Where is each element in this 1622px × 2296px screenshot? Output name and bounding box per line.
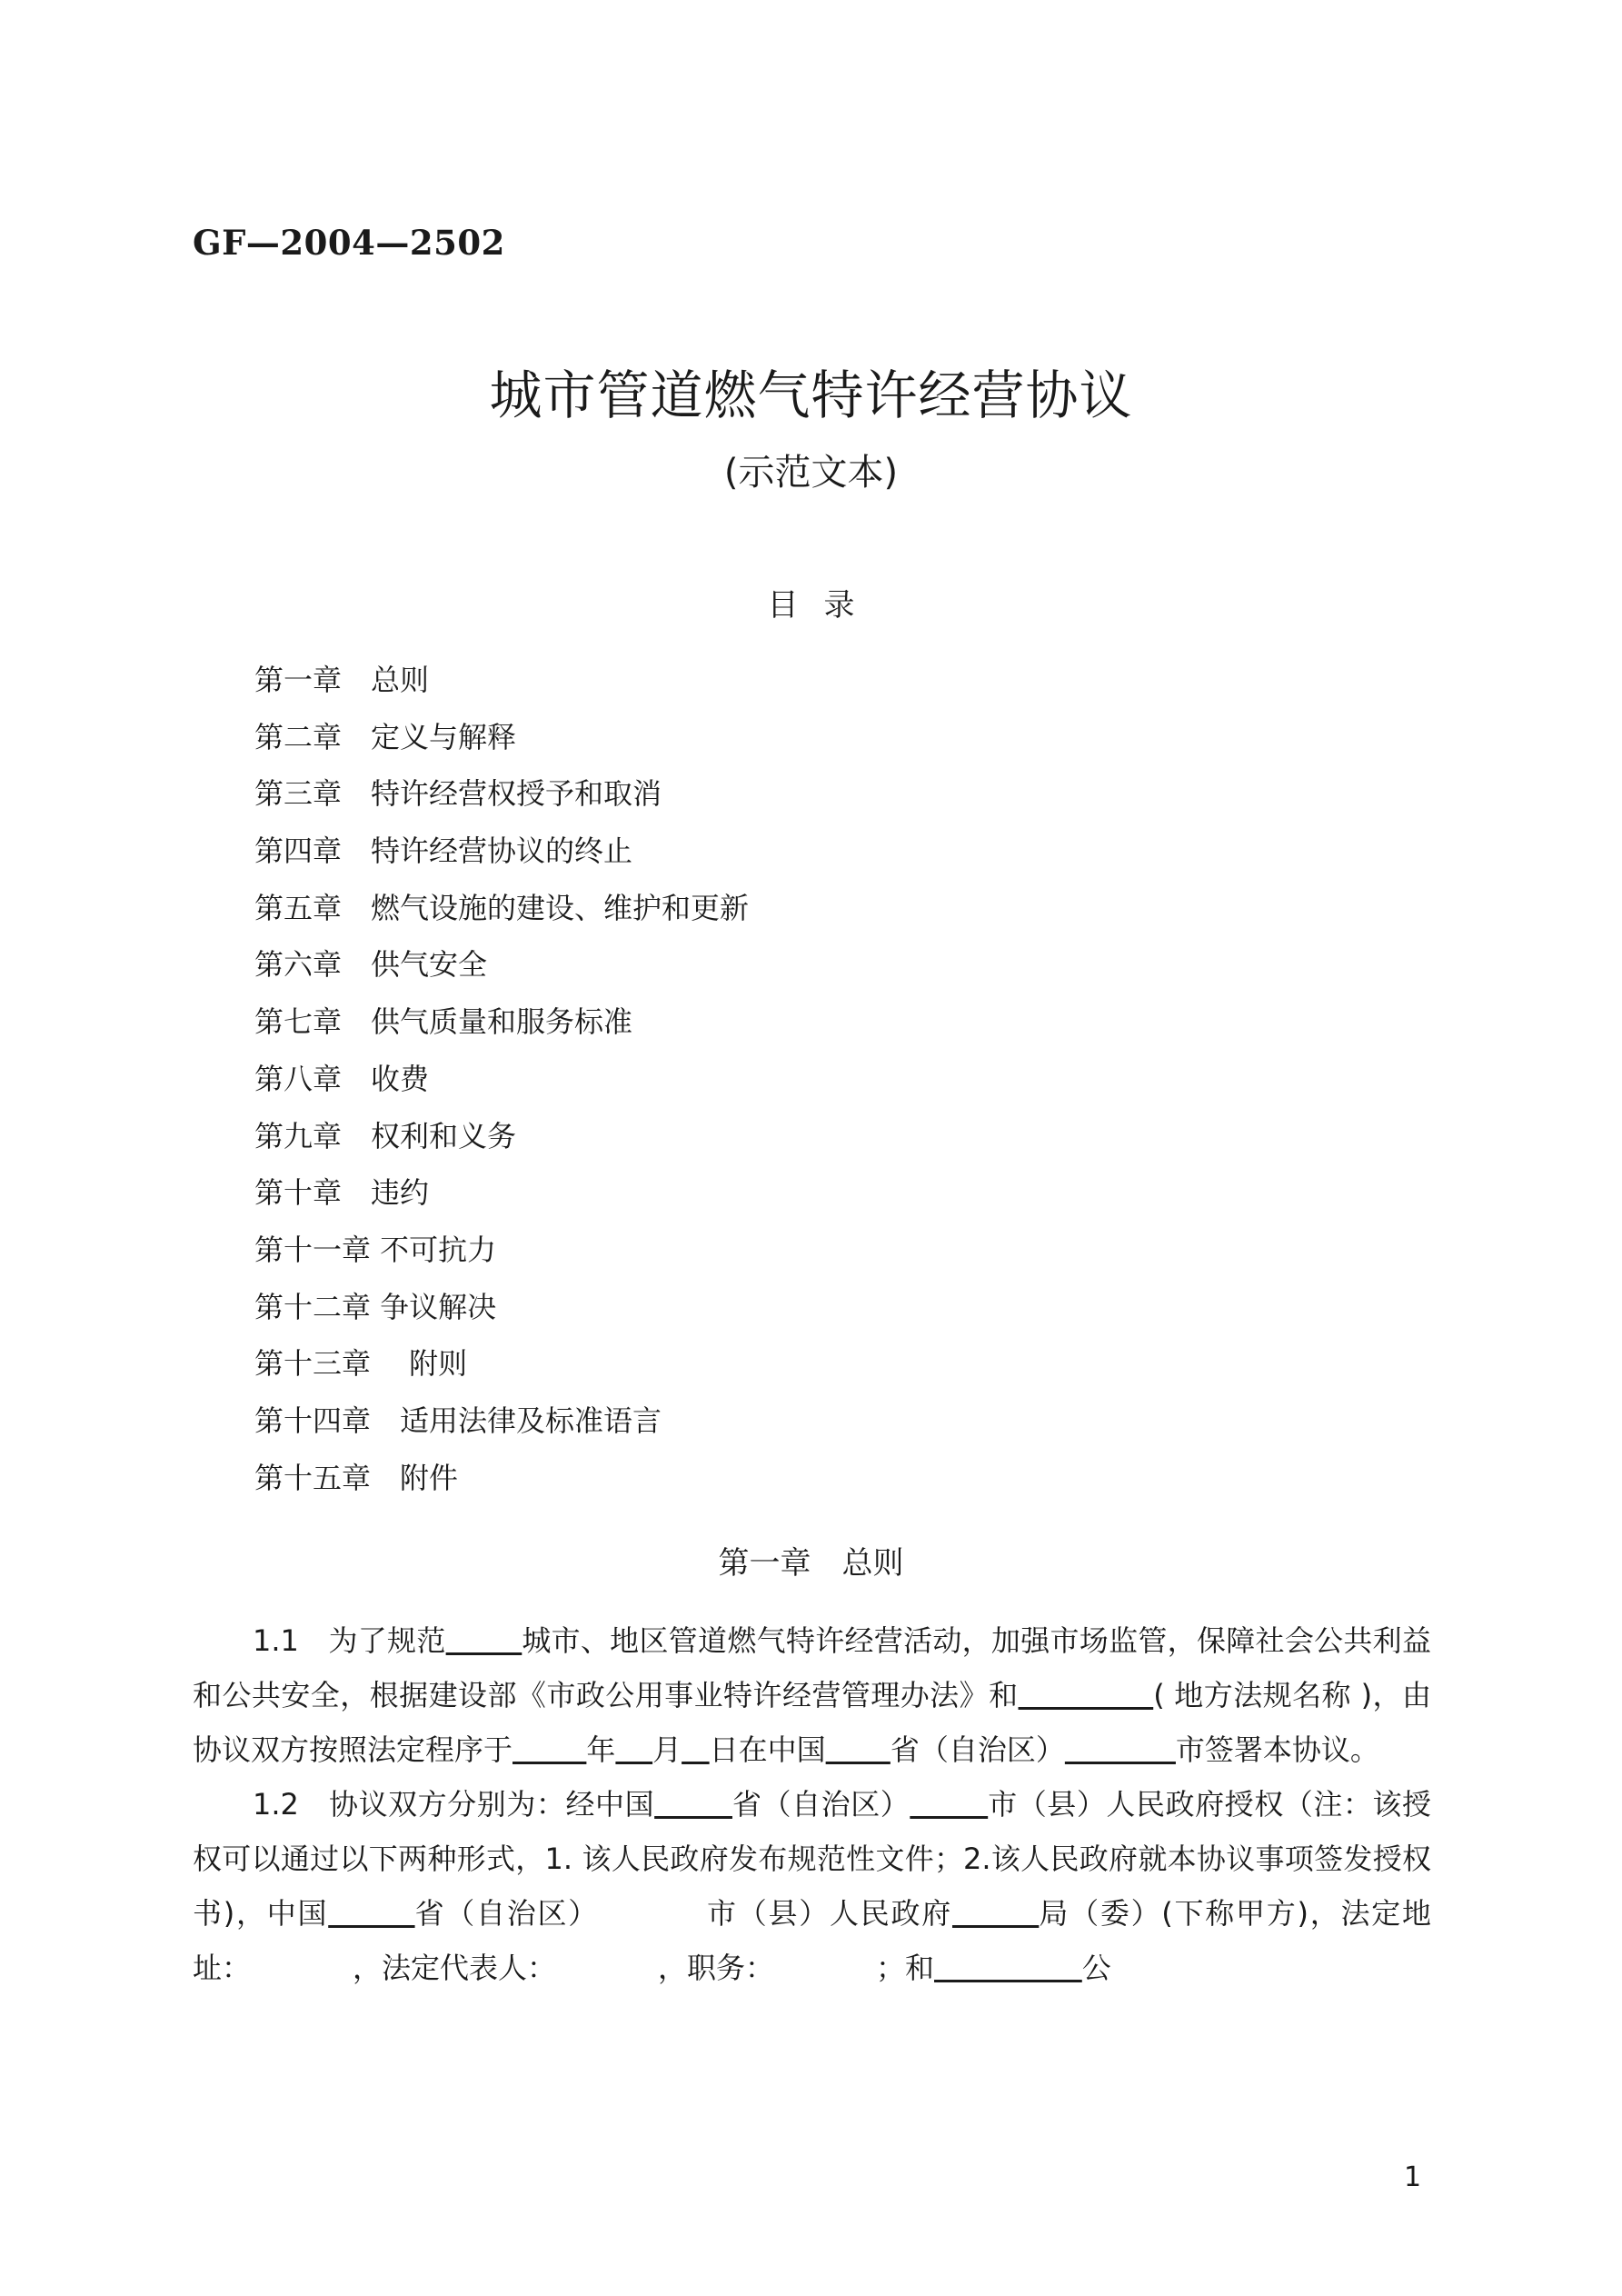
toc-item: 第二章 定义与解释 xyxy=(254,719,517,754)
blank-field xyxy=(682,1732,710,1767)
blank-field xyxy=(1019,1678,1154,1712)
document-code: GF—2004—2502 xyxy=(193,223,505,263)
clause-text: 1.2 协议双方分别为：经中国 xyxy=(253,1787,655,1822)
clause-text: 市（县）人民政府授权（注：该授权可以通过以下两种形式，1. 该人民政府发布规范性文件；2.该人民政府就本协议事项签发授权书)，中国 xyxy=(193,1787,1431,1931)
toc-item: 第十章 违约 xyxy=(254,1175,430,1211)
clause-text: 日在中国 xyxy=(709,1732,826,1767)
document-subtitle: (示范文本) xyxy=(723,452,899,494)
clause-text: 市签署本协议。 xyxy=(1175,1732,1379,1767)
toc-item: 第十二章 争议解决 xyxy=(254,1289,497,1324)
toc-item: 第十三章 附则 xyxy=(254,1346,468,1382)
blank-field xyxy=(910,1787,988,1822)
blank-field xyxy=(1065,1732,1176,1767)
toc-item: 第十五章 附件 xyxy=(254,1460,459,1495)
clause-text: ( 地方法规名称 )，由协议双方按照法定程序于 xyxy=(193,1678,1431,1767)
blank-field xyxy=(654,1787,732,1822)
clause-1-1 xyxy=(193,1613,1431,1777)
table-of-contents xyxy=(254,662,749,1516)
toc-item: 第一章 总则 xyxy=(254,663,430,697)
clause-text: 局（委）(下称甲方)，法定地址： ，法定代表人： ，职务： ；和 xyxy=(193,1896,1431,1985)
toc-item: 第五章 燃气设施的建设、维护和更新 xyxy=(254,890,750,925)
toc-item: 第十四章 适用法律及标准语言 xyxy=(254,1403,662,1438)
toc-heading: 目录 xyxy=(767,587,881,624)
clause-text: 城市、地区管道燃气特许经营活动，加强市场监管，保障社会公共利益和公共安全，根据建设部《市政公用事业特许经营管理办法》和 xyxy=(193,1623,1431,1712)
blank-field xyxy=(615,1732,652,1767)
chapter-heading: 第一章 总则 xyxy=(718,1545,904,1582)
document-title: 城市管道燃气特许经营协议 xyxy=(489,364,1133,426)
clause-text: 公 xyxy=(1081,1951,1111,1985)
toc-item: 第九章 权利和义务 xyxy=(254,1118,517,1153)
blank-field xyxy=(512,1732,586,1767)
clause-text: 年 xyxy=(586,1732,616,1767)
blank-field xyxy=(952,1896,1039,1931)
clause-text: 月 xyxy=(652,1732,682,1767)
clause-text: 省（自治区） 市（县）人民政府 xyxy=(414,1896,952,1931)
toc-item: 第三章 特许经营权授予和取消 xyxy=(254,776,662,812)
blank-field xyxy=(826,1732,891,1767)
clause-text: 省（自治区） xyxy=(731,1787,911,1822)
toc-item: 第十一章 不可抗力 xyxy=(254,1232,497,1267)
clause-text: 省（自治区） xyxy=(890,1732,1065,1767)
toc-item: 第七章 供气质量和服务标准 xyxy=(254,1004,633,1040)
blank-field xyxy=(328,1896,414,1931)
toc-item: 第四章 特许经营协议的终止 xyxy=(254,834,633,869)
page-number: 1 xyxy=(1404,2161,1422,2193)
clause-1-2 xyxy=(193,1777,1431,1995)
blank-field xyxy=(934,1951,1082,1985)
document-body xyxy=(193,1613,1431,1995)
clause-text: 1.1 为了规范 xyxy=(253,1623,446,1658)
toc-item: 第八章 收费 xyxy=(254,1061,430,1096)
toc-item: 第六章 供气安全 xyxy=(254,947,488,983)
blank-field xyxy=(446,1623,522,1658)
